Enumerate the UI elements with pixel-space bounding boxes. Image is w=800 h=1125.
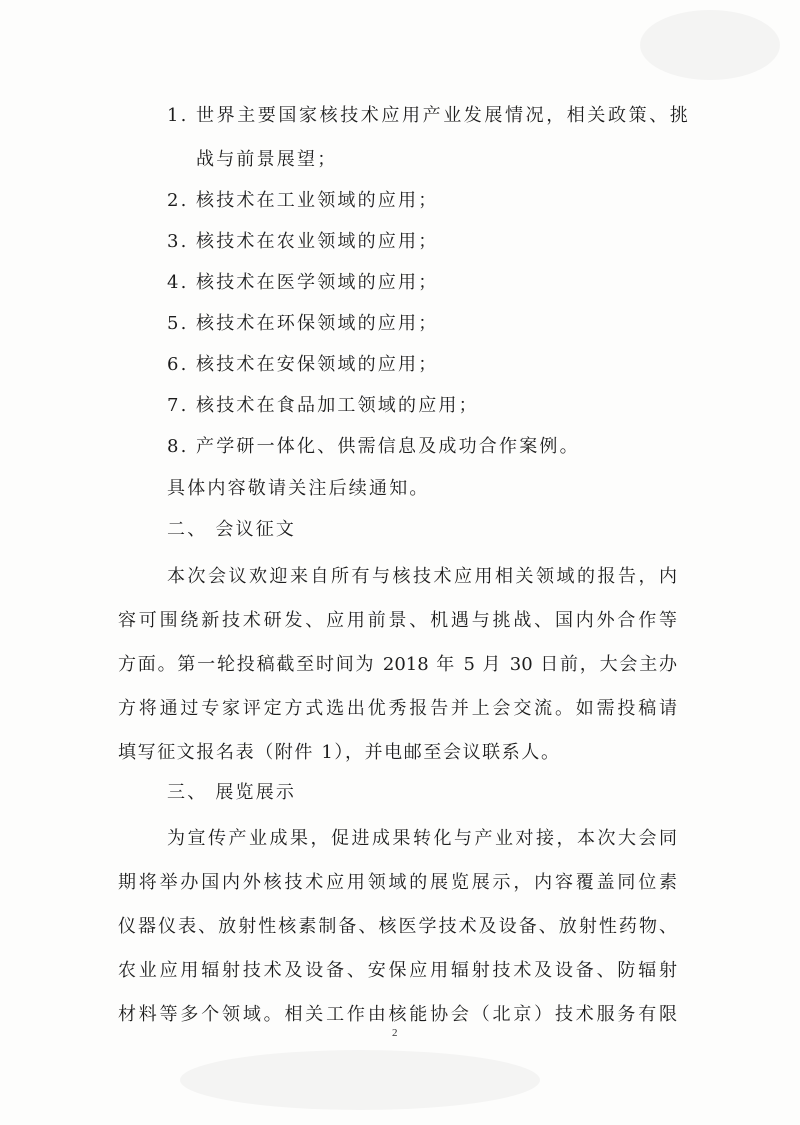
list-item-1-line1: 世界主要国家核技术应用产业发展情况，相关政策、挑 bbox=[196, 105, 691, 126]
list-item-5-text: 核技术在环保领域的应用； bbox=[196, 313, 439, 334]
list-item-6-text: 核技术在安保领域的应用； bbox=[196, 354, 439, 375]
paragraph-line: 方面。第一轮投稿截至时间为 2018 年 5 月 30 日前，大会主办 bbox=[118, 654, 677, 675]
paragraph-line: 为宣传产业成果，促进成果转化与产业对接，本次大会同 bbox=[167, 828, 677, 849]
followup-note: 具体内容敬请关注后续通知。 bbox=[167, 478, 430, 499]
list-item-3-text: 核技术在农业领域的应用； bbox=[196, 231, 439, 252]
paragraph-line: 期将举办国内外核技术应用领域的展览展示，内容覆盖同位素 bbox=[118, 872, 677, 893]
list-item-1-number: 1. bbox=[167, 105, 189, 126]
scan-smudge bbox=[640, 10, 780, 80]
list-item-8-number: 8. bbox=[167, 436, 189, 457]
page-number: 2 bbox=[392, 1027, 398, 1039]
paragraph-line: 方将通过专家评定方式选出优秀报告并上会交流。如需投稿请 bbox=[118, 698, 677, 719]
list-item-8-text: 产学研一体化、供需信息及成功合作案例。 bbox=[196, 436, 580, 457]
list-item-3-number: 3. bbox=[167, 231, 189, 252]
section-heading-paper-call: 二、 会议征文 bbox=[167, 519, 297, 540]
list-item-1-line2: 战与前景展望； bbox=[196, 149, 338, 170]
list-item-2-number: 2. bbox=[167, 190, 189, 211]
paragraph-line: 容可围绕新技术研发、应用前景、机遇与挑战、国内外合作等 bbox=[118, 610, 677, 631]
paragraph-line: 本次会议欢迎来自所有与核技术应用相关领域的报告，内 bbox=[167, 566, 677, 587]
scan-smudge bbox=[180, 1050, 540, 1110]
paragraph-line: 填写征文报名表（附件 1），并电邮至会议联系人。 bbox=[118, 742, 561, 763]
section-heading-exhibition: 三、 展览展示 bbox=[167, 782, 297, 803]
list-item-4-number: 4. bbox=[167, 272, 189, 293]
list-item-6-number: 6. bbox=[167, 354, 189, 375]
paragraph-line: 农业应用辐射技术及设备、安保应用辐射技术及设备、防辐射 bbox=[118, 960, 677, 981]
list-item-7-text: 核技术在食品加工领域的应用； bbox=[196, 395, 479, 416]
list-item-7-number: 7. bbox=[167, 395, 189, 416]
list-item-5-number: 5. bbox=[167, 313, 189, 334]
list-item-2-text: 核技术在工业领域的应用； bbox=[196, 190, 439, 211]
paragraph-line: 材料等多个领域。相关工作由核能协会（北京）技术服务有限 bbox=[118, 1004, 677, 1025]
list-item-4-text: 核技术在医学领域的应用； bbox=[196, 272, 439, 293]
paragraph-line: 仪器仪表、放射性核素制备、核医学技术及设备、放射性药物、 bbox=[118, 916, 677, 937]
